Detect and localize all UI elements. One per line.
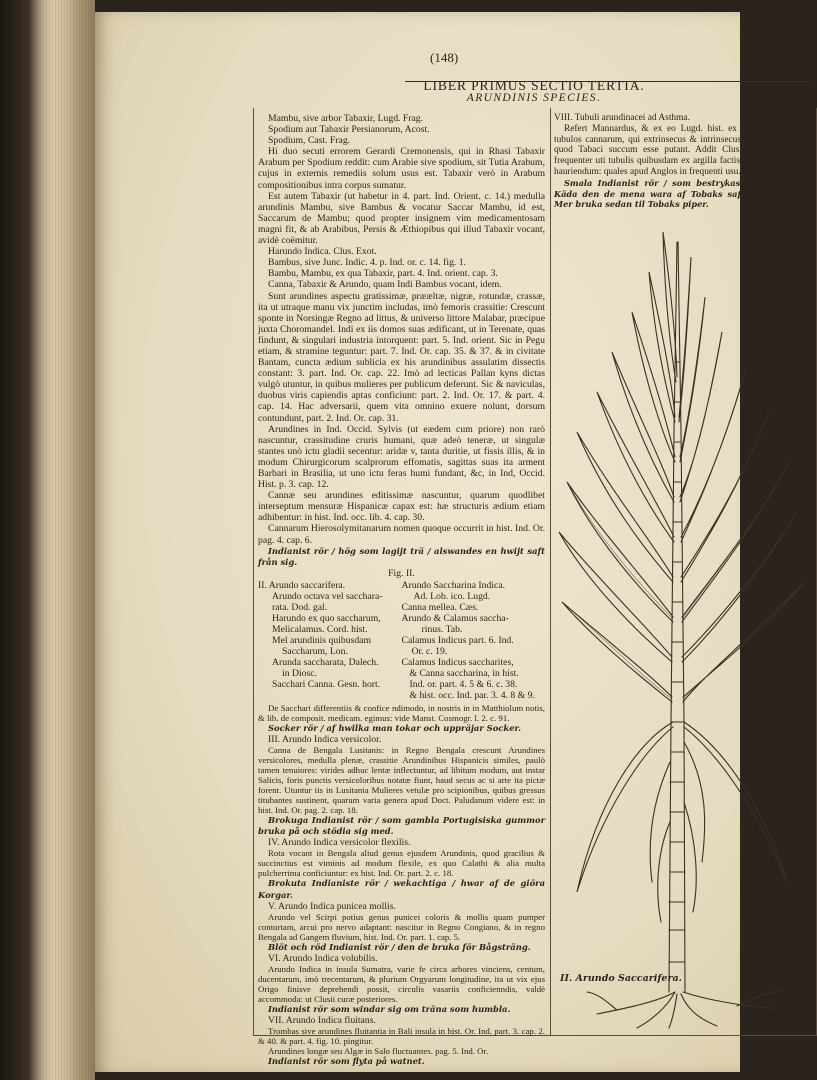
- paragraph: Rota vocant in Bengala aliud genus ejusdem Arundinis, quod gracilius & succinctius est viminis ad modum flexile, ex quo Calathi & alia multa pulcherrima conficiuntur: ex hist. Ind. Or. part. 2. c. 18.: [258, 848, 545, 879]
- species-heading: VIII. Tubuli arundinacei ad Asthma.: [554, 113, 690, 123]
- species-entry: Arundo octava vel sacchara-: [272, 590, 383, 602]
- paragraph: De Sacchari differentiis & confice ndimodo, in nostris in in Matthiolum notis, & lib. de composit. medicam. egimus: vide Manst. Cosmogr. l. 2. c. 91.: [258, 702, 545, 723]
- species-heading: IV. Arundo Indica versicolor flexilis.: [268, 837, 411, 849]
- swedish-note: Indianist rör / hög som lagijt trä / alswandes en hwijt saft från sig.: [258, 545, 545, 567]
- synonym-line: Spodium aut Tabaxir Persianorum, Acost.: [268, 124, 430, 136]
- species-entry: Melicalamus. Cord. hist.: [272, 623, 368, 635]
- paragraph: Trombas sive arundines fluitantia in Bali insula in hist. Or. Ind. part. 3. cap. 2. & 40. & part. 4. fig. 10. pingitur.: [258, 1026, 545, 1047]
- figure-caption: II. Arundo Saccarifera.: [560, 973, 682, 984]
- running-head: LIBER PRIMUS SECTIO TERTIA.: [423, 78, 645, 93]
- swedish-note: Socker rör / af hwilka man tokar och uppräjar Socker.: [268, 722, 522, 733]
- paragraph: Arundo vel Scirpi potius genus punicei coloris & mollis quam pumper contortam, arcui pro nervo adaptant: nascitur in Regno Congiano, & in regno Bengala ad Gangem fluvium, hist. Ind. Or. part. 1. cap. 5.: [258, 911, 545, 942]
- species-entry: II. Arundo saccarifera.: [258, 579, 346, 591]
- paragraph: Hi duo secuti errorem Gerardi Cremonensis, qui in Rhasi Tabaxir Arabum per Spodium reddit: cum Arabie sive spodium, sit Tutia Arabum, cujus in externis remediis solum usus est. Tabaxir verò in Arabum compositionibus intra corpus sumatur.: [258, 146, 545, 191]
- species-entry: in Diosc.: [282, 667, 317, 679]
- species-entry: Sacchari Canna. Gesn. hort.: [272, 678, 381, 690]
- paragraph: Arundines longæ seu Algæ in Salo fluctuantes. pag. 5. Ind. Or.: [268, 1046, 489, 1057]
- book-page: [95, 12, 812, 1072]
- species-entry: rata. Dod. gal.: [272, 601, 328, 613]
- synonym-line: Spodium, Cast. Frag.: [268, 135, 351, 147]
- swedish-note: Blöt och röd Indianist rör / den de bruka för Bågsträng.: [268, 941, 531, 952]
- species-entry: Saccharum, Lon.: [282, 645, 348, 657]
- swedish-note: Brokuta Indianiste rör / wekachtiga / hwar af de giöra Korgar.: [258, 878, 545, 900]
- species-entry: Ad. Lob. ico. Lugd.: [413, 590, 491, 602]
- paragraph: Cannæ seu arundines editissimæ nascuntur, quarum quodlibet interseptum mensuræ Hispanicæ capax est: hæ structuris ædium etiam adhibentur: in hist. Ind. occ. lib. 4. cap. 30.: [258, 490, 545, 524]
- species-entry: Mel arundinis quibusdam: [272, 634, 372, 646]
- species-entry: rinus. Tab.: [421, 623, 463, 635]
- paragraph: Canna de Bengala Lusitanis: in Regno Bengala crescunt Arundines versicolores, medulla plenæ, crassitie Arundinibus Hispanicis similes, paulò tamen tenuiores: virides adhuc lentæ inflectuntur, ad libitum modum, aut instar Salicis, foris punctis versicoloribus notatæ fiunt, haud secus ac si arte ita pictæ forent. Utuntur iis in Lusitania Mulieres vetulæ pro scipionibus, quibus gressus titubantes sustinent, quarum varia genera apud Doct. Paludanum videre est: in hist. Ind. Or. pag. 2. cap. 18.: [258, 745, 545, 816]
- species-heading: V. Arundo Indica punicea mollis.: [268, 900, 396, 912]
- paragraph: Bambu, Mambu, ex qua Tabaxir, part. 4. Ind. orient. cap. 3.: [268, 268, 498, 280]
- swedish-note: Indianist rör som windar sig om träna som humbla.: [268, 1003, 511, 1014]
- species-column-left: [258, 580, 402, 701]
- paragraph: Harundo Indica. Clus. Exot.: [268, 246, 377, 258]
- paragraph: Canna, Tabaxir & Arundo, quam Indi Bambus vocant, idem.: [268, 279, 502, 291]
- species-entry: Arunda saccharata, Dalech.: [272, 656, 379, 668]
- paragraph: Cannarum Hierosolymitanarum nomen quoque occurrit in hist. Ind. Or. pag. 4. cap. 6.: [258, 523, 545, 546]
- paragraph: Arundo Indica in insula Sumatra, varie fe circa arbores vinciens, centum, ducentarum, imò trecentarum, & plurium Orgyarum longitudine, ita ut vix ejus Origo finisve deprehendi possit, circulis vasariis conficienndis, valdè accommoda: ut Clusii curæ posteriores.: [258, 963, 545, 1004]
- species-entry: Ind. or. part. 4. 5 & 6. c. 38.: [409, 678, 518, 690]
- species-entry: & Canna saccharina, in hist.: [409, 667, 519, 679]
- right-column-text: [554, 113, 812, 210]
- swedish-note: Indianist rör som flyta på watnet.: [268, 1056, 425, 1067]
- figure-reference: Fig. II.: [388, 567, 415, 579]
- paragraph: Bambus, sive Junc. Indic. 4. p. Ind. or. c. 14. fig. 1.: [268, 257, 467, 269]
- species-entry: Canna mellea. Cæs.: [401, 601, 479, 613]
- species-entry: Arundo & Calamus saccha-: [401, 612, 509, 624]
- paragraph: Refert Mannardus, & ex eo Lugd. hist. ex Hispaniola adferri tubulos cannarum, qui extrinsecus & intrinsecus gummi illiti sunt, quod Tabaci succum esse putant. Addit Clus. incolas Virginiæ frequenter uti tubulis quibusdam ex argilla factis, ad Tabaci fumum hauriendum: quales apud Anglos in frequenti usu.: [554, 123, 812, 177]
- species-heading: VI. Arundo Indica volubilis.: [268, 952, 378, 964]
- paragraph: Est autem Tabaxir (ut habetur in 4. part. Ind. Orient. c. 14.) medulla arundinis Mambu, sive Bambus & vocatur Saccar Mambu, id est, Saccarum de Mambu; quod propter insignem vim medicamentosam magni fit, & ab Arabibus, Persis & Æthiopibus qui illud Tabaxir vocant, avidè coëmitur.: [258, 190, 545, 247]
- book-page-edges: [0, 0, 95, 1080]
- species-column-right: [402, 580, 546, 701]
- sugar-cane-illustration: [557, 202, 811, 1032]
- paragraph: Arundines in Ind. Occid. Sylvis (ut eædem cum priore) non rarò nascuntur, crassitudine cruris humani, quæ adeò teneræ, ut singulæ stantes unò ictu gladii secentur: aridæ v, tanta duritie, ut fissis illis, & in modum Chirurgicorum scalprorum effomatis, sagittas suas ita arment Barbari in Brasilia, ut uno ictu feras humi fundant, &c, in Ind, Occid. Hist. p. 3. cap. 12.: [258, 423, 545, 491]
- species-entry: Calamus Indicus saccharites,: [401, 656, 514, 668]
- section-title: ARUNDINIS SPECIES.: [466, 92, 602, 104]
- species-entry: Or. c. 19.: [411, 645, 448, 657]
- swedish-note: Brokuga Indianist rör / som gambla Portugisiska gummor bruka på och stödia sig med.: [258, 815, 545, 837]
- species-entry: Arundo Saccharina Indica.: [401, 579, 506, 591]
- species-heading: VII. Arundo Indica fluitans.: [268, 1014, 376, 1026]
- species-entry: Calamus Indicus part. 6. Ind.: [401, 634, 514, 646]
- synonym-line: Mambu, sive arbor Tabaxir, Lugd. Frag.: [268, 113, 424, 124]
- species-entry: Harundo ex quo saccharum,: [272, 612, 381, 624]
- species-heading: III. Arundo Indica versicolor.: [268, 734, 382, 746]
- species-synonym-table: [258, 580, 545, 701]
- swedish-note: Smala Indianist rör / som bestrykas med ett slags Käda den de mena wara af Tobaks saft giord, hwilka Mer bruka sedan til Tobaks piper.: [554, 177, 812, 210]
- species-entry: & hist. occ. Ind. par. 3. 4. 8 & 9.: [409, 689, 535, 701]
- paragraph: Sunt arundines aspectu gratissimæ, prææltæ, nigræ, rotundæ, crassæ, ita ut utraque manu vix junctim includas, imò femoris crassitie: Crescunt sponte in Norsingæ Regno ad littus, & universo littore Malabar, præcipue juxta Choromandel. Indi ex iis domos suas ædificant, ut in Terenate, quas findunt, & singulari industria intorquent: part. 5. Ind. orient. Sic in Pegu etiam, & stramine teguntur: part. 7. Ind. Or. cap. 35. & 37. & in civitate Bantam, cuncta ædium sublicia ex his arundinibus assulatim dissectis constant: 3. part. Ind. Or. cap. 22. Imò ad lecticas Pallan kyns dictas vulgò utuntur, in quibus mulieres per publicum deferunt. Sic & naviculas, duobus viris capiendis aptas conficiunt: part. 2. Ind. Or. 17. & part. 4. cap. 14. Hac adversarii, quem vita omnino exuere nolunt, dorsum contundunt, part. 2. Ind. Or. cap. 31.: [258, 290, 545, 424]
- page-number: (148): [430, 50, 459, 65]
- left-column-text: [258, 113, 545, 1067]
